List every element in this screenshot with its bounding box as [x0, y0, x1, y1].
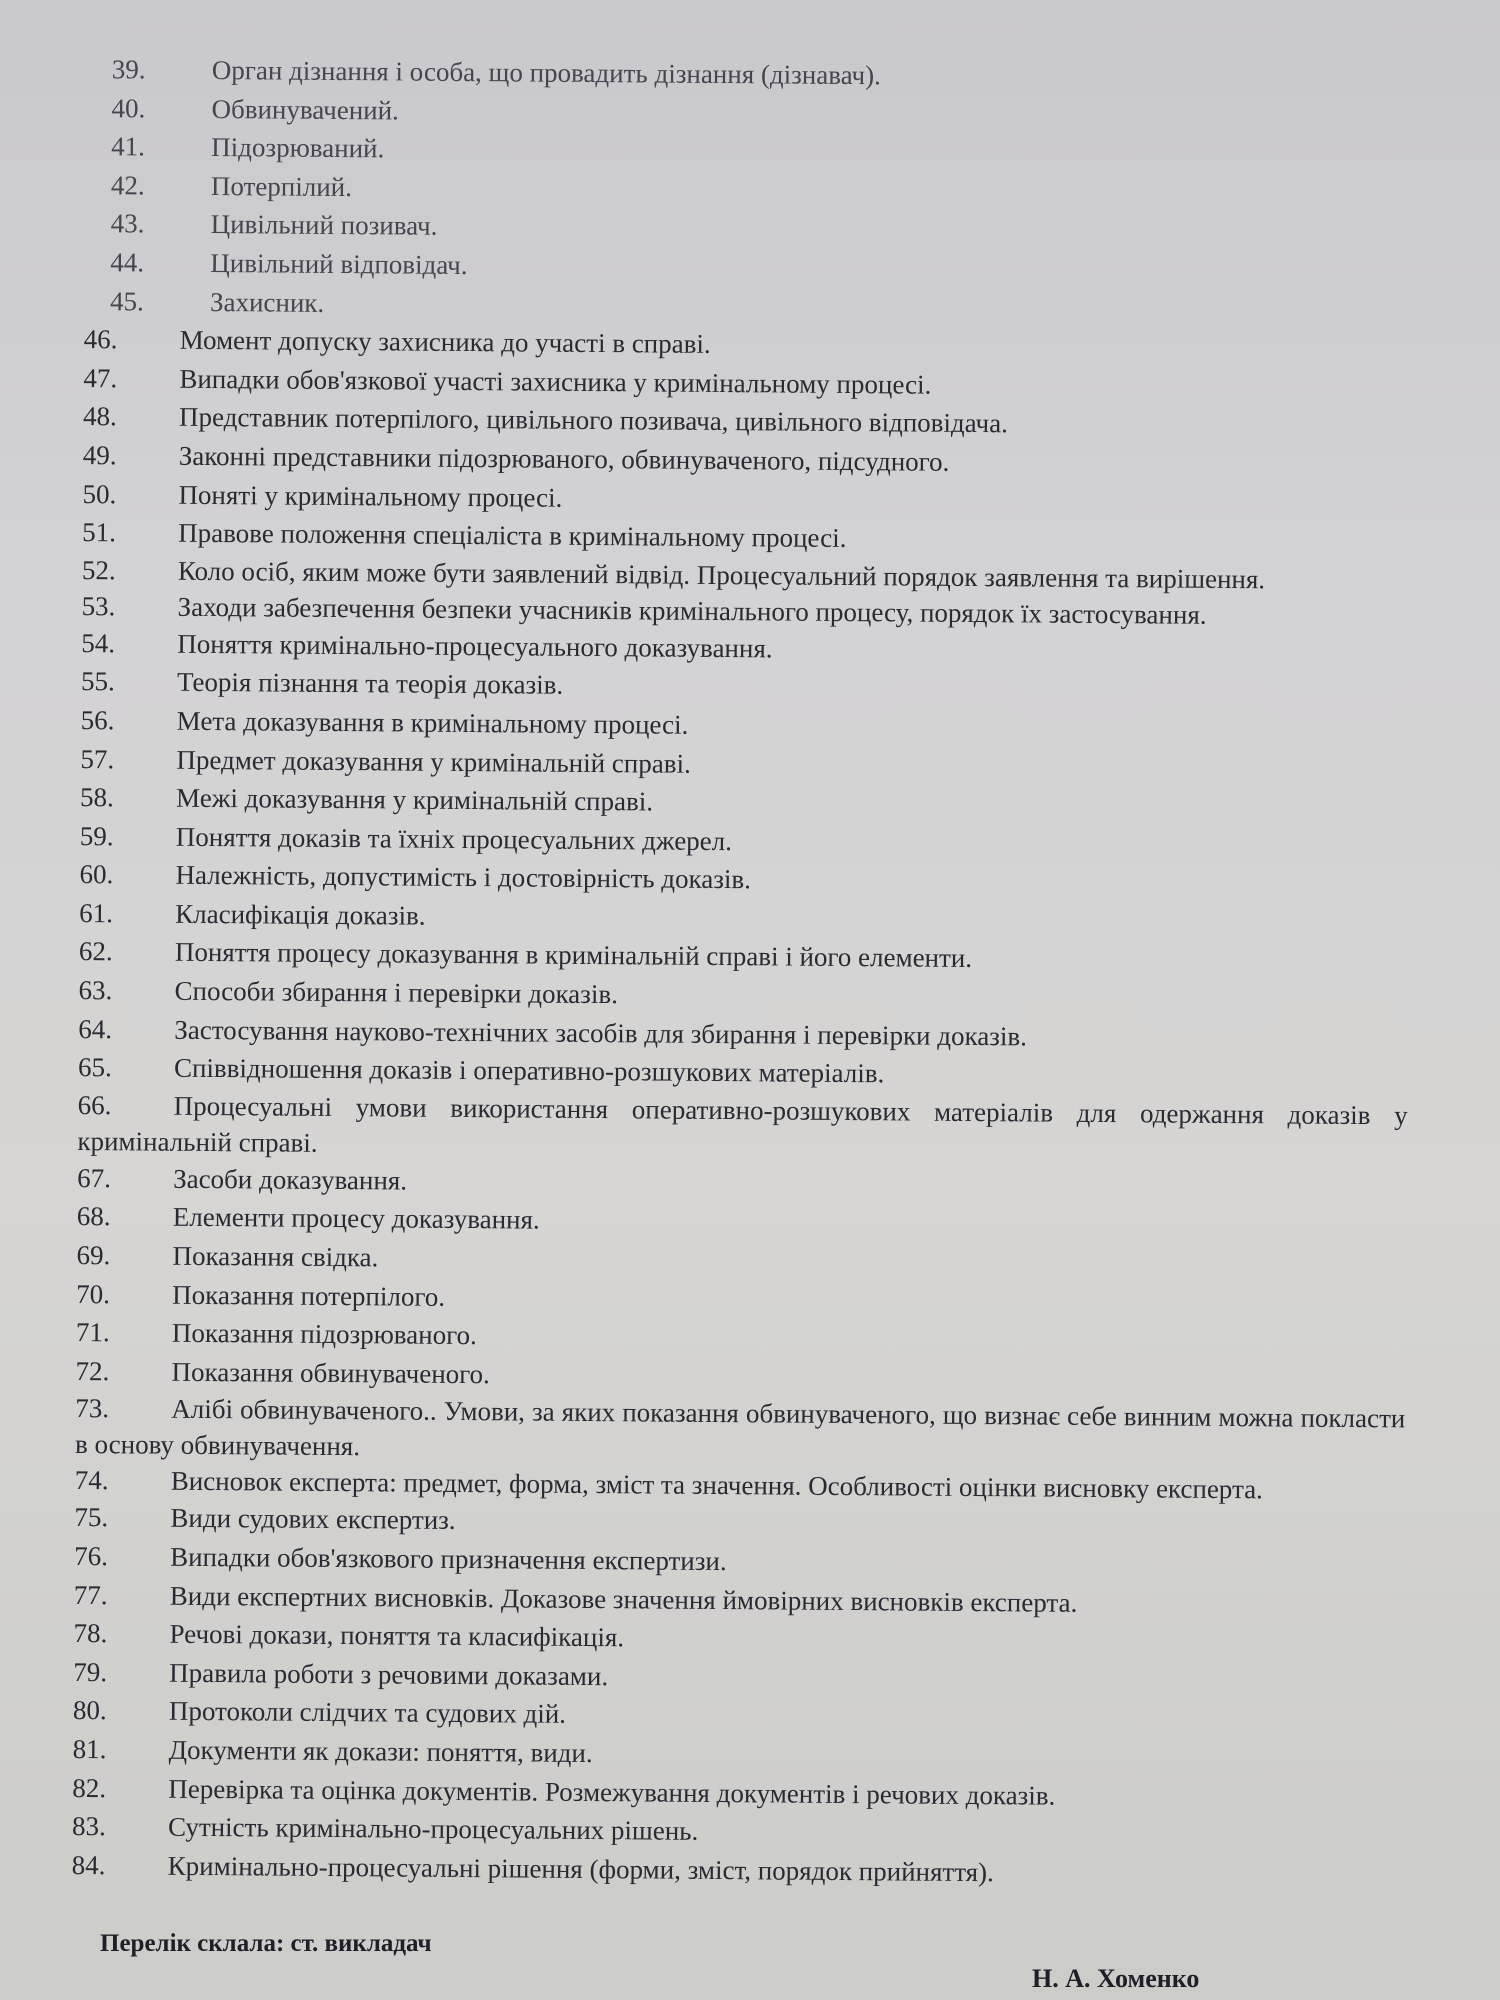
item-text: Правила роботи з речовими доказами.: [169, 1657, 609, 1691]
item-text: Алібі обвинуваченого.. Умови, за яких показання обвинуваченого, що визнає себе винним можна покласти в основу обвинувачення.: [74, 1394, 1406, 1462]
item-number: 66.: [77, 1089, 112, 1121]
item-number: 71.: [75, 1317, 110, 1348]
item-number: 79.: [73, 1656, 108, 1687]
item-number: 55.: [80, 666, 115, 697]
item-text: Захисник.: [209, 286, 325, 318]
item-number: 75.: [74, 1502, 109, 1533]
item-text: Момент допуску захисника до участі в справі.: [179, 324, 711, 360]
item-text: Види експертних висновків. Доказове значення ймовірних висновків експерта.: [169, 1580, 1078, 1618]
item-number: 73.: [75, 1393, 110, 1424]
item-number: 47.: [83, 362, 118, 394]
item-text: Способи збирання і перевірки доказів.: [174, 975, 619, 1010]
item-number: 49.: [82, 439, 117, 471]
item-number: 83.: [71, 1811, 106, 1842]
item-number: 44.: [110, 247, 145, 278]
item-number: 62.: [78, 936, 113, 967]
item-number: 39.: [111, 54, 146, 85]
item-text: Коло осіб, яким може бути заявлений відвід. Процесуальний порядок заявлення та вирішення.: [177, 555, 1266, 594]
item-text: Поняття кримінально-процесуального доказування.: [177, 628, 773, 664]
item-text: Випадки обов'язкового призначення експертизи.: [170, 1541, 727, 1577]
item-number: 80.: [72, 1695, 107, 1726]
item-text: Процесуальні умови використання оперативно-розшукових матеріалів для одержання доказів у кримінальній справі.: [77, 1090, 1408, 1158]
item-number: 50.: [82, 478, 117, 509]
item-number: 43.: [110, 208, 145, 239]
item-number: 70.: [76, 1278, 111, 1309]
item-number: 60.: [79, 859, 114, 890]
item-text: Підозрюваний.: [211, 132, 385, 164]
item-text: Цивільний позивач.: [210, 209, 438, 242]
item-text: Співвідношення доказів і оперативно-розшукових матеріалів.: [173, 1052, 885, 1089]
item-number: 56.: [80, 704, 115, 736]
item-text: Показання свідка.: [172, 1240, 379, 1273]
item-number: 81.: [72, 1733, 107, 1765]
item-number: 46.: [83, 324, 118, 355]
item-number: 58.: [80, 782, 114, 813]
item-number: 67.: [77, 1162, 112, 1194]
item-text: Межі доказування у кримінальній справі.: [176, 782, 654, 817]
item-text: Представник потерпілого, цивільного позивача, цивільного відповідача.: [179, 402, 1009, 439]
item-text: Предмет доказування у кримінальній справі.: [176, 744, 691, 779]
item-number: 78.: [73, 1618, 108, 1649]
item-number: 69.: [76, 1239, 111, 1271]
item-text: Мета доказування в кримінальному процесі.: [176, 705, 689, 740]
question-list: [72, 50, 1416, 1895]
item-number: 42.: [110, 169, 145, 201]
item-number: 52.: [81, 554, 116, 585]
item-text: Класифікація доказів.: [175, 898, 426, 931]
item-number: 59.: [79, 820, 114, 851]
item-number: 63.: [78, 975, 113, 1006]
item-number: 82.: [72, 1772, 107, 1803]
item-text: Належність, допустимість і достовірність доказів.: [175, 860, 752, 895]
item-text: Законні представники підозрюваного, обвинуваченого, підсудного.: [178, 440, 950, 477]
item-text: Поняті у кримінальному процесі.: [178, 479, 563, 513]
item-text: Елементи процесу доказування.: [172, 1202, 540, 1236]
item-text: Заходи забезпечення безпеки учасників кримінального процесу, порядок їх застосування.: [177, 591, 1207, 630]
item-number: 74.: [74, 1465, 109, 1496]
item-text: Кримінально-процесуальні рішення (форми, зміст, порядок прийняття).: [167, 1850, 994, 1887]
item-number: 64.: [78, 1013, 113, 1044]
item-text: Цивільний відповідач.: [210, 247, 468, 280]
item-text: Засоби доказування.: [173, 1163, 408, 1196]
item-number: 76.: [74, 1540, 109, 1572]
item-number: 40.: [111, 92, 146, 124]
item-number: 65.: [77, 1052, 112, 1083]
item-text: Документи як докази: поняття, види.: [168, 1734, 593, 1768]
item-number: 68.: [76, 1201, 111, 1232]
item-text: Теорія пізнання та теорія доказів.: [176, 667, 564, 701]
item-text: Правове положення спеціаліста в кримінальному процесі.: [178, 517, 847, 554]
item-number: 45.: [109, 285, 144, 317]
item-text: Перевірка та оцінка документів. Розмежування документів і речових доказів.: [168, 1773, 1056, 1811]
item-number: 57.: [80, 743, 115, 774]
item-number: 41.: [111, 131, 146, 162]
item-number: 77.: [73, 1579, 108, 1610]
item-number: 84.: [71, 1849, 106, 1880]
item-text: Випадки обов'язкової участі захисника у кримінальному процесі.: [179, 363, 932, 400]
item-text: Показання обвинуваченого.: [171, 1356, 490, 1390]
list-item: [77, 1087, 1408, 1169]
item-text: Поняття процесу доказування в кримінальній справі і його елементи.: [174, 937, 973, 974]
item-text: Сутність кримінально-процесуальних рішень.: [167, 1811, 699, 1847]
item-text: Висновок експерта: предмет, форма, зміст та значення. Особливості оцінки висновку експерта.: [170, 1466, 1264, 1505]
item-number: 54.: [81, 627, 116, 658]
item-number: 48.: [83, 401, 117, 432]
author-name: Н. А. Хоменко: [1032, 1964, 1200, 1993]
item-text: Види судових експертиз.: [170, 1503, 456, 1536]
item-number: 61.: [79, 897, 114, 929]
item-number: 51.: [82, 517, 117, 548]
list-item: [75, 1390, 1406, 1472]
item-text: Поняття доказів та їхніх процесуальних джерел.: [175, 821, 733, 856]
item-text: Показання потерпілого.: [172, 1279, 446, 1312]
item-text: Протоколи слідчих та судових дій.: [168, 1696, 567, 1730]
item-number: 53.: [81, 590, 116, 621]
item-text: Потерпілий.: [210, 170, 353, 202]
compiled-by-label: Перелік склала: ст. викладач: [100, 1930, 432, 1957]
item-text: Показання підозрюваного.: [171, 1317, 477, 1351]
item-number: 72.: [75, 1355, 110, 1387]
item-text: Обвинувачений.: [211, 93, 399, 126]
item-text: Застосування науково-технічних засобів для збирання і перевірки доказів.: [174, 1014, 1028, 1052]
item-text: Орган дізнання і особа, що провадить дізнання (дізнавач).: [211, 54, 882, 91]
item-text: Речові докази, поняття та класифікація.: [169, 1618, 625, 1653]
